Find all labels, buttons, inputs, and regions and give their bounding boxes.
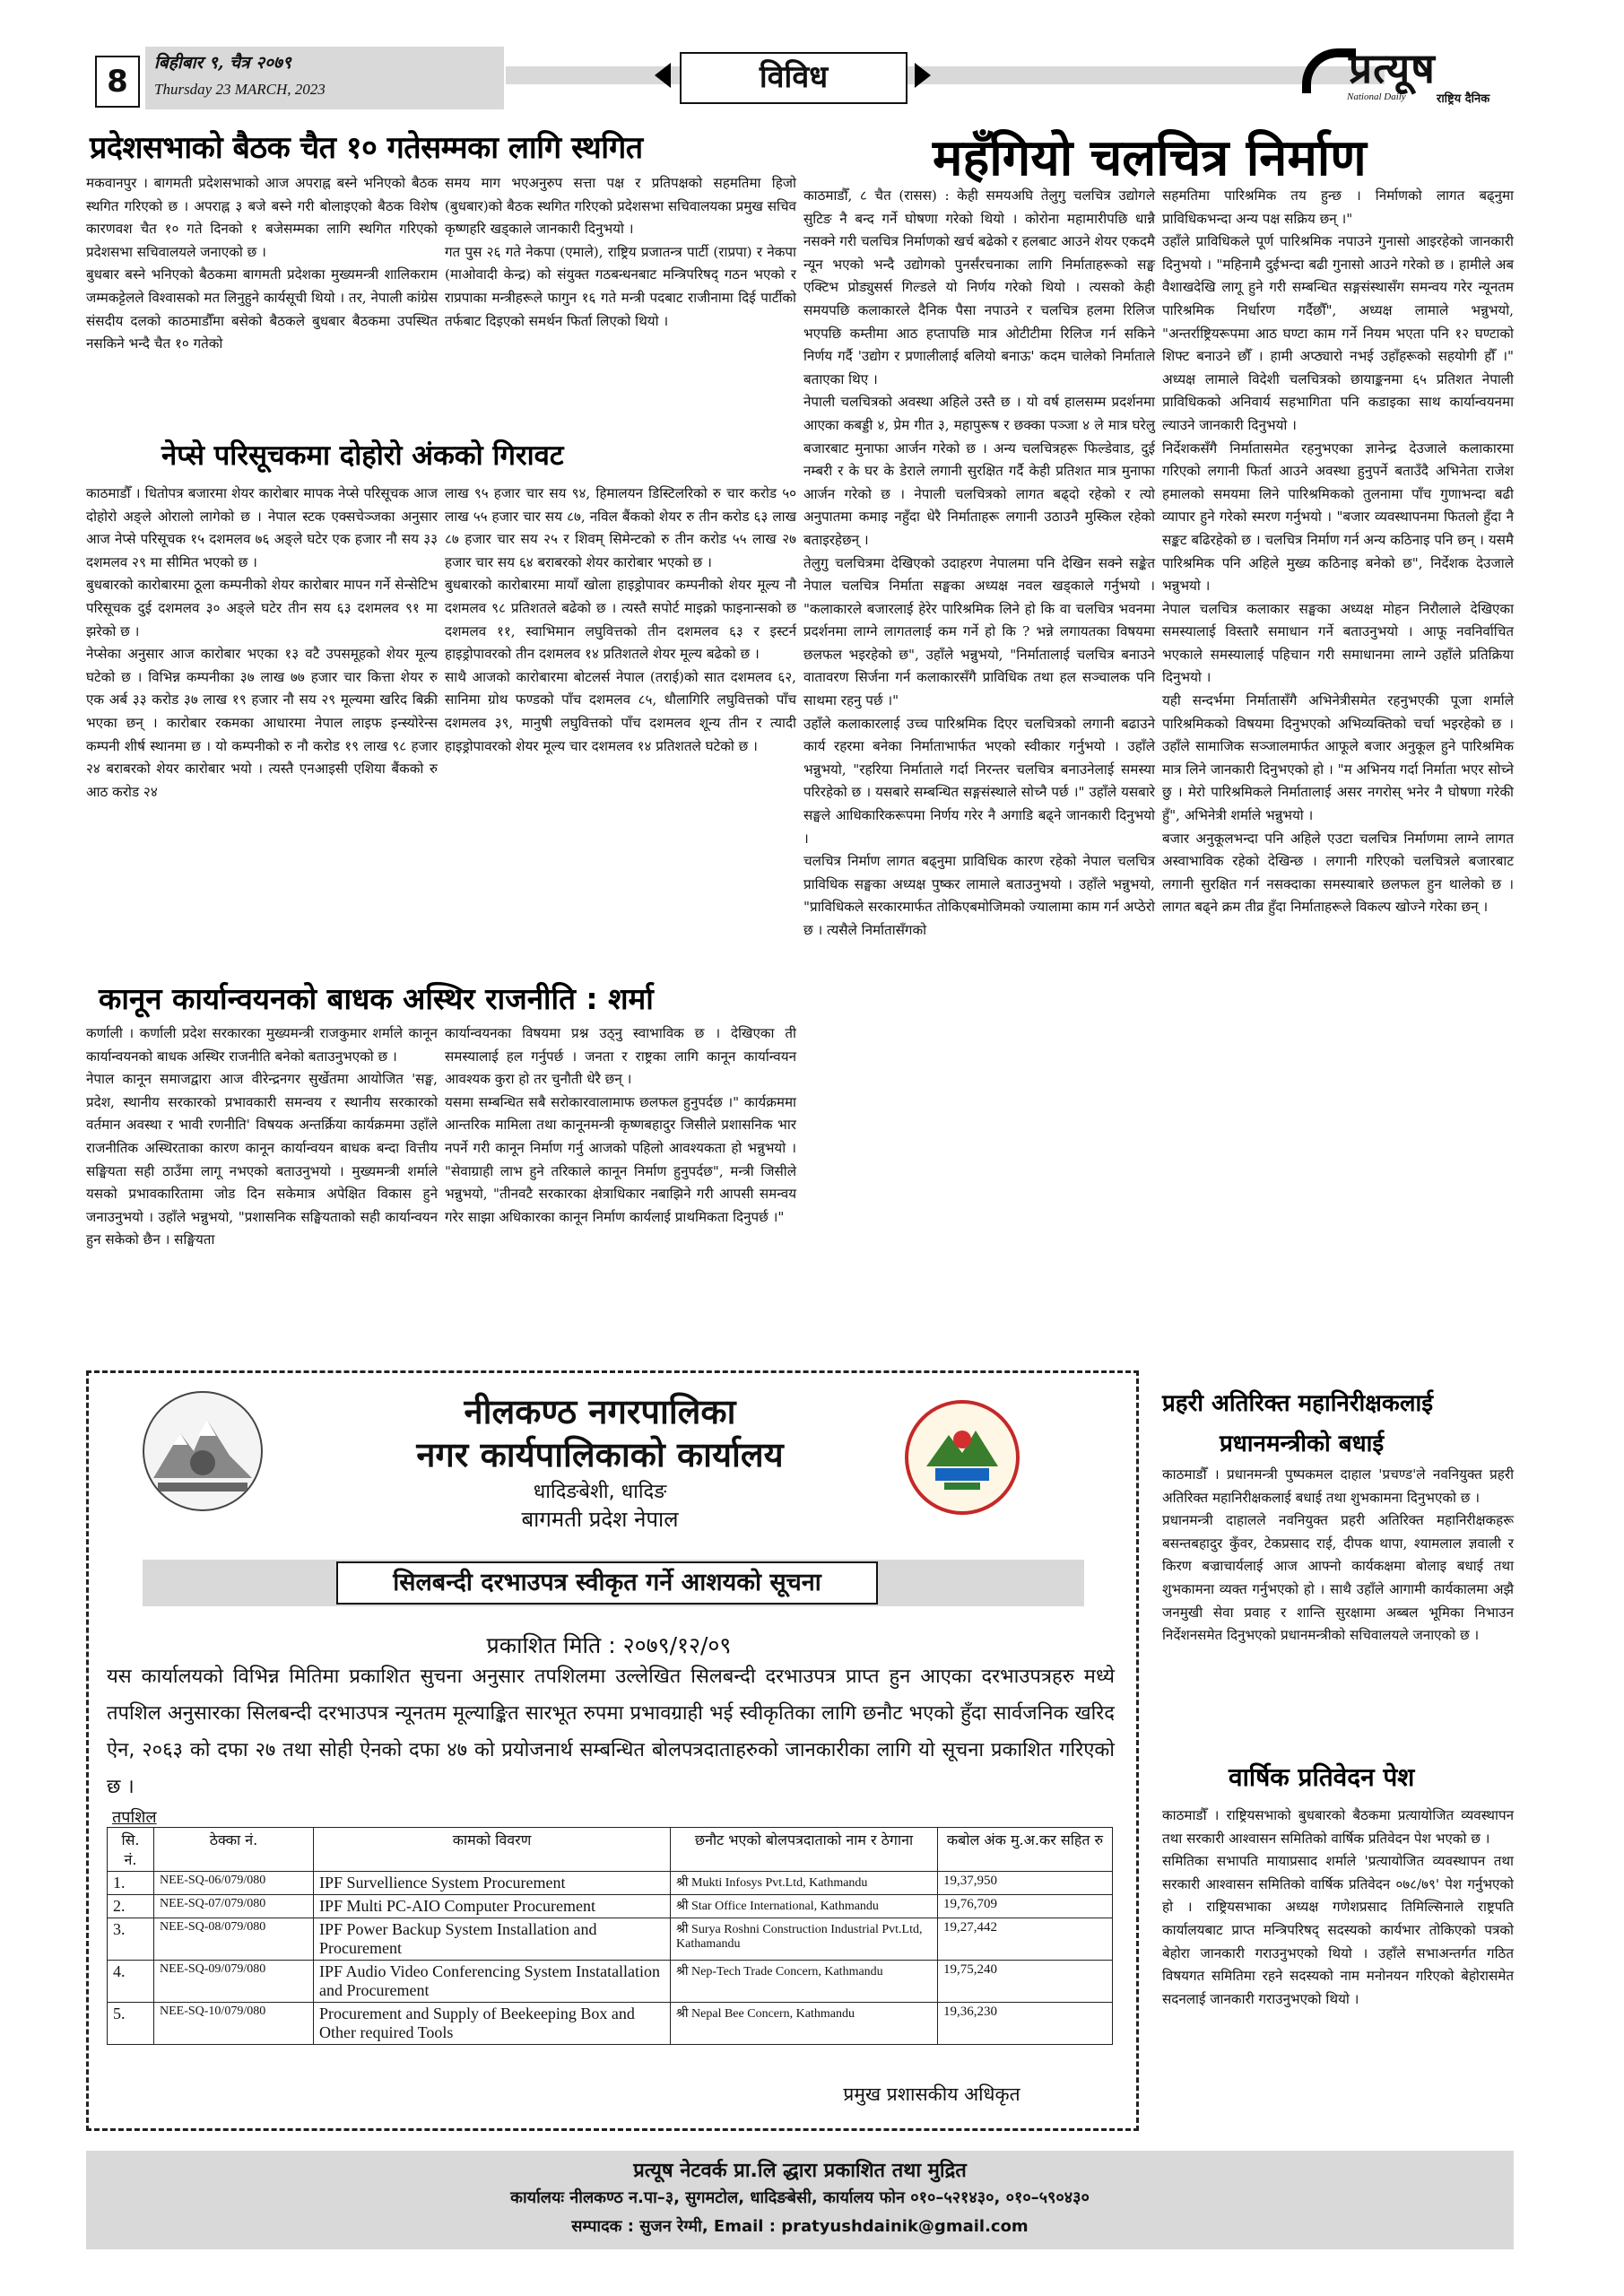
cell-sn: 3. [108,1918,154,1961]
section-bar [506,66,1385,84]
cell-work: IPF Audio Video Conferencing System Instatallation and Procurement [314,1961,671,2003]
municipality-logo-icon [905,1400,1020,1515]
headline-film: महँगियो चलचित्र निर्माण [933,129,1367,187]
cell-sn: 5. [108,2003,154,2045]
nepse-column-1: काठमाडौँ । धितोपत्र बजारमा शेयर कारोबार मापक नेप्से परिसूचक आज दोहोरो अङ्ले ओरालो लागेको छ । नेपाल स्टक एक्सचेञ्जका अनुसार आज नेप्से परिसूचक १५ दशमलव ७६ अङ्ले घटेर एक हजार नौ सय ३३ दशमलव २९ मा सीमित भएको छ । बुधबारको कारोबारमा ठूला कम्पनीको शेयर कारोबार मापन गर्ने सेन्सेटिभ परिसूचक दुई दशमलव ३० अङ्ले घटेर तीन सय ६३ दशमलव ९१ मा झरेको छ । नेप्सेका अनुसार आज कारोबार भएका १३ वटै उपसमूहको शेयर मूल्य घटेको छ । विभिन्न कम्पनीका ३७ लाख ७७ हजार चार कित्ता शेयर रु एक अर्ब ३३ करोड ३७ लाख १९ हजार नौ सय २९ मूल्यमा खरिद बिक्री भएका छन् । कारोबार रकमका आधारमा नेपाल लाइफ इन्स्योरेन्स कम्पनी शीर्ष स्थानमा छ । यो कम्पनीको रु नौ करोड १९ लाख ९८ हजार २४ बराबरको शेयर कारोबार भयो । त्यस्तै एनआइसी एशिया बैंकको रु आठ करोड २४ [86,485,439,800]
cell-sn: 2. [108,1895,154,1918]
headline-police-line1: प्रहरी अतिरिक्त महानिरीक्षकलाई [1162,1390,1433,1417]
notice-body: यस कार्यालयको विभिन्न मितिमा प्रकाशित सुचना अनुसार तपशिलमा उल्लेखित सिलबन्दी दरभाउपत्र प्राप्त हुन आएका दरभाउपत्रहरु मध्ये तपशिल अनुसारका सिलबन्दी दरभाउपत्र न्यूनतम मूल्याङ्कित सारभूत रुपमा प्रभावग्राही भई स्वीकृतिका लागि छनौट भएको हुँदा सार्वजनिक खरिद ऐन, २०६३ को दफा २७ तथा सोही ऐनको दफा ४७ को प्रयोजनार्थ सम्बन्धित बोलपत्रदाताहरुको जानकारीका लागि यो सूचना प्रकाशित गरिएको छ । [107,1665,1115,1798]
table-row [108,1872,1113,1895]
footer-office: कार्यालयः नीलकण्ठ न.पा–३, सुगमटोल, धादिङबेसी, कार्यालय फोन ०१०–५२१४३०, ०१०–५९०४३० [510,2188,1090,2207]
headline-police-line2: प्रधानमन्त्रीको बधाई [1220,1431,1385,1457]
table-row [108,1918,1113,1961]
cell-contract: NEE-SQ-09/079/080 [154,1961,314,2003]
section-arrow-right-icon [915,63,931,88]
assembly-column-1: मकवानपुर । बागमती प्रदेशसभाको आज अपराह्न बस्ने भनिएको बैठक स्थगित गरिएको छ । अपराह्न ३ बजे बस्ने गरी बोलाइएको बैठक विशेष कारणवश चैत १० गते दिनको १ बजेसम्मका लागि स्थगित गरिएको प्रदेशसभा सचिवालयले जनाएको छ । बुधबार बस्ने भनिएको बैठकमा बागमती प्रदेशका मुख्यमन्त्री शालिकराम जम्मकट्टेलले विश्वासको मत लिनुहुने कार्यसूची थियो । तर, नेपाली कांग्रेस संसदीय दलको काठमाडौँमा बसेको बैठकले बुधबार बैठकमा उपस्थित नसकिने भन्दै चैत १० गतेको [86,175,438,352]
headline-report: वार्षिक प्रतिवेदन पेश [1229,1762,1415,1792]
cell-bidder: श्री Nepal Bee Concern, Kathmandu [671,2003,938,2045]
section-title: विविध [680,52,908,104]
law-column-2: कार्यान्वयनका विषयमा प्रश्न उठ्नु स्वाभाविक छ । देखिएका ती समस्यालाई हल गर्नुपर्छ । जनता र राष्ट्रका लागि कानून कार्यान्वयन आवश्यक कुरा हो तर चुनौती धेरै छन् । यसमा सम्बन्धित सबै सरोकारवालामाफ छलफल हुनुपर्दछ ।" कार्यक्रममा आन्तरिक मामिला तथा कानूनमन्त्री कृष्णबहादुर जिसीले प्रशासनिक भार नपर्ने गरी कानून निर्माण गर्नु आजको पहिलो आवश्यकता हो भन्नुभयो । "सेवाग्राही लाभ हुने तरिकाले कानून निर्माण हुनुपर्दछ", मन्त्री जिसीले भन्नुभयो, "तीनवटै सरकारका क्षेत्राधिकार नबाझिने गरी आपसी समन्वय गरेर साझा अधिकारका कानून निर्माण कार्यलाई प्राथमिकता दिनुपर्छ ।" [445,1025,796,1225]
table-row [108,2003,1113,2045]
assembly-column-2: समय माग भएअनुरुप सत्ता पक्ष र प्रतिपक्षको सहमतिमा हिजो (बुधबार)को बैठक स्थगित गरिएको प्रदेशसभा सचिवालयका प्रमुख सचिव कृष्णहरि खड्काले जानकारी दिनुभयो । गत पुस २६ गते नेकपा (एमाले), राष्ट्रिय प्रजातन्त्र पार्टी (राप्रपा) र नेकपा (माओवादी केन्द्र) को संयुक्त गठबन्धनबाट मन्त्रिपरिषद् गठन भएको र राप्रपाका मन्त्रीहरूले फागुन १६ गते मन्त्री पदबाट राजीनामा दिई पार्टीको तर्फबाट दिइएको समर्थन फिर्ता लिएको थियो । [445,175,796,329]
cell-amount: 19,37,950 [938,1872,1113,1895]
notice-address-2: बागमती प्रदेश नेपाल [521,1507,679,1532]
cell-work: IPF Survellience System Procurement [314,1872,671,1895]
logo-tagline-left: National Daily [1347,91,1406,102]
law-column-1: कर्णाली । कर्णाली प्रदेश सरकारका मुख्यमन्त्री राजकुमार शर्माले कानून कार्यान्वयनको बाधक अस्थिर राजनीति बनेको बताउनुभएको छ । नेपाल कानून समाजद्वारा आज वीरेन्द्रनगर सुर्खेतमा आयोजित 'सङ्घ, प्रदेश, स्थानीय सरकारको प्रभावकारी समन्वय र स्थानीय सरकारको वर्तमान अवस्था र भावी रणनीति' विषयक अन्तर्क्रिया कार्यक्रममा उहाँले राजनीतिक अस्थिरताका कारण कानून कार्यान्वयन बाधक बन्दा वित्तीय सङ्घियता सही ठाउँमा लागू नभएको बताउनुभयो । मुख्यमन्त्री शर्माले यसको प्रभावकारितामा जोड दिन सकेमात्र अपेक्षित विकास हुने जनाउनुभयो । उहाँले भन्नुभयो, "प्रशासनिक सङ्घियताको सही कार्यान्वयन हुन सकेको छैन । सङ्घियता [86,1025,438,1248]
col-header-work: कामको विवरण [314,1828,671,1872]
newspaper-logo [1302,39,1571,113]
cell-amount: 19,76,709 [938,1895,1113,1918]
cell-contract: NEE-SQ-08/079/080 [154,1918,314,1961]
cell-work: IPF Power Backup System Installation and Procurement [314,1918,671,1961]
section-arrow-left-icon [655,63,671,88]
footer [86,2151,1514,2249]
notice-published-date: प्रकाशित मिति : २०७९/१२/०९ [486,1632,732,1658]
nepal-emblem-icon [143,1391,263,1511]
notice-tapsil-label: तपशिल [112,1808,157,1827]
col-header-amount: कबोल अंक मु.अ.कर सहित रु [938,1828,1113,1872]
notice-address-1: धादिङबेशी, धादिङ [533,1481,667,1503]
footer-publisher: प्रत्यूष नेटवर्क प्रा.लि द्धारा प्रकाशित तथा मुद्रित [633,2160,967,2182]
logo-swoosh-icon [1302,48,1356,93]
headline-nepse: नेप्से परिसूचकमा दोहोरो अंकको गिरावट [161,439,564,472]
page-number: 8 [95,56,140,108]
cell-bidder: श्री Star Office International, Kathmandu [671,1895,938,1918]
cell-sn: 1. [108,1872,154,1895]
table-row [108,1961,1113,2003]
logo-tagline-right: राष्ट्रिय दैनिक [1437,92,1490,106]
col-header-sn: सि. नं. [108,1828,154,1872]
date-nepali: बिहीबार ९, चैत्र २०७९ [154,53,291,73]
police-body: काठमाडौँ । प्रधानमन्त्री पुष्पकमल दाहाल 'प्रचण्ड'ले नवनियुक्त प्रहरी अतिरिक्त महानिरीक्षकलाई बधाई तथा शुभकामना दिनुभएको छ । प्रधानमन्त्री दाहालले नवनियुक्त प्रहरी अतिरिक्त महानिरीक्षकहरू बसन्तबहादुर कुँवर, टेकप्रसाद राई, दीपक थापा, श्यामलाल ज्ञवाली र किरण बज्राचार्यलाई आज आफ्नो कार्यकक्षमा बोलाइ बधाई तथा शुभकामना व्यक्त गर्नुभएको हो । साथै उहाँले आगामी कार्यकालमा अझै जनमुखी सेवा प्रवाह र शान्ति सुरक्षामा अब्बल भूमिका निभाउन निर्देशनसमेत दिनुभएको प्रधानमन्त्रीको सचिवालयले जनाएको छ । [1162,1466,1514,1644]
cell-work: IPF Multi PC-AIO Computer Procurement [314,1895,671,1918]
cell-sn: 4. [108,1961,154,2003]
cell-work: Procurement and Supply of Beekeeping Box and Other required Tools [314,2003,671,2045]
report-body: काठमाडौँ । राष्ट्रियसभाको बुधबारको बैठकमा प्रत्यायोजित व्यवस्थापन तथा सरकारी आश्वासन समितिको वार्षिक प्रतिवेदन पेश भएको छ । समितिका सभापति मायाप्रसाद शर्माले 'प्रत्यायोजित व्यवस्थापन तथा सरकारी आश्वासन समितिको वार्षिक प्रतिवेदन ०७८/७९' पेश गर्नुभएको हो । राष्ट्रियसभाका अध्यक्ष गणेशप्रसाद तिमिल्सिनाले राष्ट्रपति कार्यालयबाट प्राप्त मन्त्रिपरिषद् सदस्यको कार्यभार तोकिएको पत्रको बेहोरा जानकारी गराउनुभएको थियो । उहाँले सभाअन्तर्गत गठित विषयगत समितिमा रहने सदस्यको नाम मनोनयन गरिएको बेहोरासमेत सदनलाई जानकारी गराउनुभएको थियो । [1162,1807,1514,2007]
footer-editor: सम्पादक : सुजन रेग्मी, Email : pratyushdainik@gmail.com [571,2217,1029,2236]
notice-title: सिलबन्दी दरभाउपत्र स्वीकृत गर्ने आशयको सूचना [336,1561,878,1605]
notice-office-name: नगर कार्यपालिकाको कार्यालय [416,1435,784,1474]
col-header-contract: ठेक्का नं. [154,1828,314,1872]
film-column-2: सहमतिमा पारिश्रमिक तय हुन्छ । निर्माणको लागत बढ्नुमा प्राविधिकभन्दा अन्य पक्ष सक्रिय छन् ।" उहाँले प्राविधिकले पूर्ण पारिश्रमिक नपाउने गुनासो आइरहेको जानकारी दिनुभयो । "महिनामै दुईभन्दा बढी गुनासो आउने गरेको छ । हामीले अब वैशाखदेखि लागू हुने गरी सम्बन्धित सङ्गसंस्थासँग समन्वय गरेर न्यूनतम पारिश्रमिक निर्धारण गर्दैछौँ", अध्यक्ष लामाले भन्नुभयो, "अन्तर्राष्ट्रियरूपमा आठ घण्टा काम गर्ने नियम भएता पनि १२ घण्टाको शिफ्ट बनाउने छौँ । हामी अप्ठ्यारो नभई उहाँहरूको सहयोगी हौँ ।" अध्यक्ष लामाले विदेशी चलचित्रको छायाङ्कनमा ६५ प्रतिशत नेपाली प्राविधिकको अनिवार्य सहभागिता पनि कडाइका साथ कार्यान्वयनमा ल्याउने जानकारी दिनुभयो । निर्देशकसँगै निर्मातासमेत रहनुभएका ज्ञानेन्द्र देउजाले कलाकारमा गरिएको लगानी फिर्ता आउने अवस्था हुनुपर्ने बताउँदै अभिनेता राजेश हमालको समयमा लिने पारिश्रमिकको तुलनामा पाँच गुणाभन्दा बढी व्यापार हुने गरेको स्मरण गर्नुभयो । "बजार व्यवस्थापनमा फितलो हुँदा नै सङ्कट बढिरहेको छ । चलचित्र निर्माण गर्न अन्य कठिनाइ पनि छन् । यसमै पारिश्रमिक पनि अहिले मुख्य कठिनाइ बनेको छ", निर्देशक देउजाले भन्नुभयो । नेपाल चलचित्र कलाकार सङ्घका अध्यक्ष मोहन निरौलाले देखिएका समस्यालाई विस्तारै समाधान गर्ने बताउनुभयो । आफू नवनिर्वाचित भएकाले समस्यालाई पहिचान गरी समाधानमा लाग्ने उहाँले प्रतिक्रिया दिनुभयो । यही सन्दर्भमा निर्मातासँगै अभिनेत्रीसमेत रहनुभएकी पूजा शर्माले पारिश्रमिकको विषयमा दिनुभएको अभिव्यक्तिको चर्चा भइरहेको छ । उहाँले सामाजिक सञ्जालमार्फत आफूले बजार अनुकूल हुने पारिश्रमिक मात्र लिने जानकारी दिनुभएको हो । "म अभिनय गर्दा निर्माता भएर सोच्ने छु । मेरो पारिश्रमिकले निर्मातालाई असर नगरोस् भनेर नै घोषणा गरेकी हुँ", अभिनेत्री शर्माले भन्नुभयो । बजार अनुकूलभन्दा पनि अहिले एउटा चलचित्र निर्माणमा लाग्ने लागत अस्वाभाविक रहेको देखिन्छ । लगानी गरिएको चलचित्रले बजारबाट लगानी सुरक्षित गर्न नसक्दाका समस्याबारे छलफल हुन थालेको छ । लागत बढ्ने क्रम तीव्र हुँदा निर्माताहरूले विकल्प खोज्ने गरेका छन् । [1162,187,1514,916]
table-row [108,1895,1113,1918]
header-date-bar [145,47,504,109]
headline-assembly: प्रदेशसभाको बैठक चैत १० गतेसम्मका लागि स्थगित [90,130,643,166]
cell-contract: NEE-SQ-06/079/080 [154,1872,314,1895]
cell-amount: 19,36,230 [938,2003,1113,2045]
tender-table [107,1827,1113,2045]
nepse-column-2: लाख ९५ हजार चार सय ९४, हिमालयन डिस्टिलरिको रु चार करोड ५० लाख ५५ हजार चार सय ८७, नविल बैंकको शेयर रु तीन करोड ६३ लाख ८७ हजार चार सय २५ र शिवम् सिमेन्टको रु तीन करोड ५५ लाख २७ हजार चार सय ६४ बराबरको शेयर कारोबार भएको छ । बुधबारको कारोबारमा मायाँ खोला हाइड्रोपावर कम्पनीको शेयर मूल्य नौ दशमलव ९८ प्रतिशतले बढेको छ । त्यस्तै सपोर्ट माइक्रो फाइनान्सको छ दशमलव ११, स्वाभिमान लघुवित्तको तीन दशमलव ६३ र इस्टर्न हाइड्रोपावरको तीन दशमलव १४ प्रतिशतले शेयर मूल्य बढेको छ । साथै आजको कारोबारमा बोटलर्स नेपाल (तराई)को सात दशमलव ६२, सानिमा ग्रोथ फण्डको पाँच दशमलव ८५, धौलागिरि लघुवित्तको पाँच दशमलव ३९, मानुषी लघुवित्तको पाँच दशमलव शून्य तीन र त्यादी हाइड्रोपावरको शेयर मूल्य चार दशमलव १४ प्रतिशतले घटेको छ । [445,485,796,754]
headline-law: कानून कार्यान्वयनको बाधक अस्थिर राजनीति : शर्मा [99,981,654,1016]
film-column-1: काठमाडौँ, ८ चैत (रासस) : केही समयअघि तेलुगु चलचित्र उद्योगले सुटिङ नै बन्द गर्ने घोषणा गरेको थियो । कोरोना महामारीपछि धान्नै नसक्ने गरी चलचित्र निर्माणको खर्च बढेको र हलबाट आउने शेयर एकदमै न्यून भएको भन्दै उद्योगको पुनर्संरचनाका लागि निर्माताहरूको सङ्घ एक्टिभ प्रोड्युसर्स गिल्डले यो निर्णय गरेको थियो । त्यसको केही समयपछि कलाकारले दैनिक पैसा नपाउने र चलचित्र हलमा रिलिज भएपछि कम्तीमा आठ हप्तापछि मात्र ओटीटीमा रिलिज गर्न सकिने निर्णय गर्दै 'उद्योग र प्रणालीलाई बलियो बनाऊ' कदम चालेको निर्माताले बताएका थिए । नेपाली चलचित्रको अवस्था अहिले उस्तै छ । यो वर्ष हालसम्म प्रदर्शनमा आएका कबड्डी ४, प्रेम गीत ३, महापुरूष र छक्का पञ्जा ४ ले मात्र घरेलु बजारबाट मुनाफा आर्जन गरेको छ । अन्य चलचित्रहरू फिल्डेवाड, दुई नम्बरी र के घर के डेराले लगानी सुरक्षित गर्दै केही प्रतिशत मात्र मुनाफा आर्जन गरेको छ । नेपाली चलचित्रको लागत बढ्दो रहेको र त्यो अनुपातमा कमाइ नहुँदा धेरै निर्माताहरू लगानी उठाउनै मुस्किल रहेको बताइरहेछन् । तेलुगु चलचित्रमा देखिएको उदाहरण नेपालमा पनि देखिन सक्ने सङ्केत नेपाल चलचित्र निर्माता सङ्घका अध्यक्ष नवल खड्काले गर्नुभयो । "कलाकारले बजारलाई हेरेर पारिश्रमिक लिने हो कि वा चलचित्र भवनमा प्रदर्शनमा लाग्ने लागतलाई कम गर्ने हो कि ? भन्ने लगायतका विषयमा छलफल भइरहेको छ", उहाँले भन्नुभयो, "निर्मातालाई चलचित्र बनाउने वातावरण सिर्जना गर्न कलाकारसँगै प्राविधिक तथा हल सञ्चालक पनि साथमा रहनु पर्छ ।" उहाँले कलाकारलाई उच्च पारिश्रमिक दिएर चलचित्रको लगानी बढाउने कार्य रहरमा बनेका निर्माताभार्फत भएको स्वीकार गर्नुभयो । उहाँले भन्नुभयो, "रहरिया निर्माताले गर्दा निरन्तर चलचित्र बनाउनेलाई समस्या परिरहेको छ । यसबारे सम्बन्धित सङ्गसंस्थाले सोच्नै पर्छ ।" उहाँले यसबारे सङ्घले आधिकारिकरूपमा निर्णय गरेर नै अगाडि बढ्ने जानकारी दिनुभयो । चलचित्र निर्माण लागत बढ्नुमा प्राविधिक कारण रहेको नेपाल चलचित्र प्राविधिक सङ्घका अध्यक्ष पुष्कर लामाले बताउनुभयो । उहाँले भन्नुभयो, "प्राविधिकले सरकारमार्फत तोकिएबमोजिमको ज्यालामा काम गर्न अप्ठेरो छ । त्यसैले निर्मातासँगको [803,187,1155,938]
masthead [81,44,1587,109]
cell-bidder: श्री Mukti Infosys Pvt.Ltd, Kathmandu [671,1872,938,1895]
cell-contract: NEE-SQ-10/079/080 [154,2003,314,2045]
tender-notice [86,1370,1139,2131]
cell-contract: NEE-SQ-07/079/080 [154,1895,314,1918]
cell-bidder: श्री Nep-Tech Trade Concern, Kathmandu [671,1961,938,2003]
notice-signatory: प्रमुख प्रशासकीय अधिकृत [843,2083,1020,2105]
cell-amount: 19,75,240 [938,1961,1113,2003]
cell-bidder: श्री Surya Roshni Construction Industrial Pvt.Ltd, Kathamandu [671,1918,938,1961]
col-header-bidder: छनौट भएको बोलपत्रदाताको नाम र ठेगाना [671,1828,938,1872]
notice-org-name: नीलकण्ठ नगरपालिका [464,1392,736,1431]
logo-wordmark: प्रत्यूष [1349,44,1436,92]
date-english: Thursday 23 MARCH, 2023 [154,81,326,98]
cell-amount: 19,27,442 [938,1918,1113,1961]
